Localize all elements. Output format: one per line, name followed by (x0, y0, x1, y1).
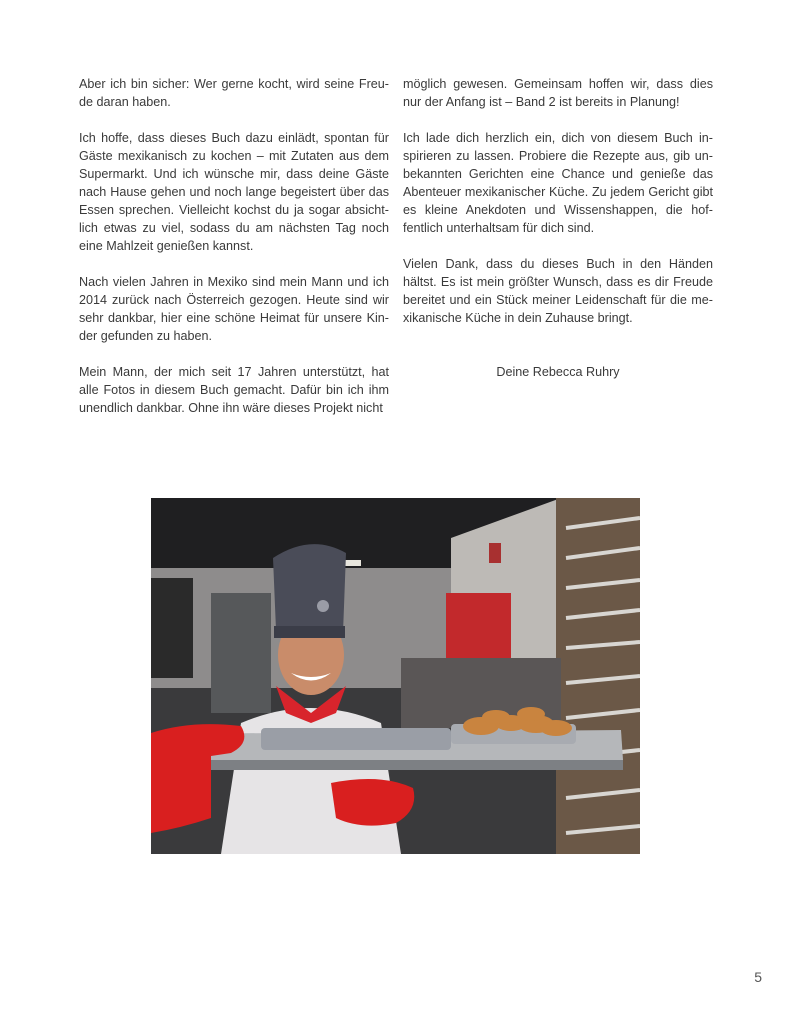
author-signature: Deine Rebecca Ruhry (496, 365, 620, 379)
paragraph: Mein Mann, der mich seit 17 Jahren unterstützt, hat alle Fotos in diesem Buch gemacht. Dafür bin ich ihm unendlich dankbar. Ohne ihn wäre dieses Projekt nicht (79, 365, 389, 415)
paragraph: Nach vielen Jahren in Mexiko sind mein Mann und ich 2014 zurück nach Österreich gezogen. Heute sind wir sehr dankbar, hier eine schöne Heimat für unsere Kin-der gefunden zu haben. (79, 275, 389, 343)
paragraph: Aber ich bin sicher: Wer gerne kocht, wird seine Freu-de daran haben. (79, 77, 389, 109)
left-text-column (79, 75, 389, 435)
paragraph: möglich gewesen. Gemeinsam hoffen wir, dass dies nur der Anfang ist – Band 2 ist bereits in Planung! (403, 77, 713, 109)
paragraph: Ich hoffe, dass dieses Buch dazu einlädt, spontan für Gäste mexikanisch zu kochen – mit Zutaten aus dem Supermarkt. Und ich wünsche mir, dass deine Gäste nach Hause gehen und noch lange begeistert über das Essen sprechen. Vielleicht kochst du ja sogar absicht-lich etwas zu viel, sodass du am nächsten Tag noch eine Mahlzeit genießen kannst. (79, 131, 389, 253)
chef-photo (151, 498, 640, 854)
page-number: 5 (754, 969, 762, 985)
paragraph: Vielen Dank, dass du dieses Buch in den Händen hältst. Es ist mein größter Wunsch, dass es dir Freude bereitet und ein Stück meiner Leidenschaft für die me-xikanische Küche in dein Zuhause bringt. (403, 257, 713, 325)
right-text-column (403, 75, 713, 399)
paragraph: Ich lade dich herzlich ein, dich von diesem Buch in-spirieren zu lassen. Probiere die Rezepte aus, gib un-bekannten Gerichten eine Chance und genieße das Abenteuer mexikanischer Küche. Zu jedem Gericht gibt es kleine Anekdoten und Wissenshappen, die hof-fentlich unterhaltsam für dich sind. (403, 131, 713, 235)
